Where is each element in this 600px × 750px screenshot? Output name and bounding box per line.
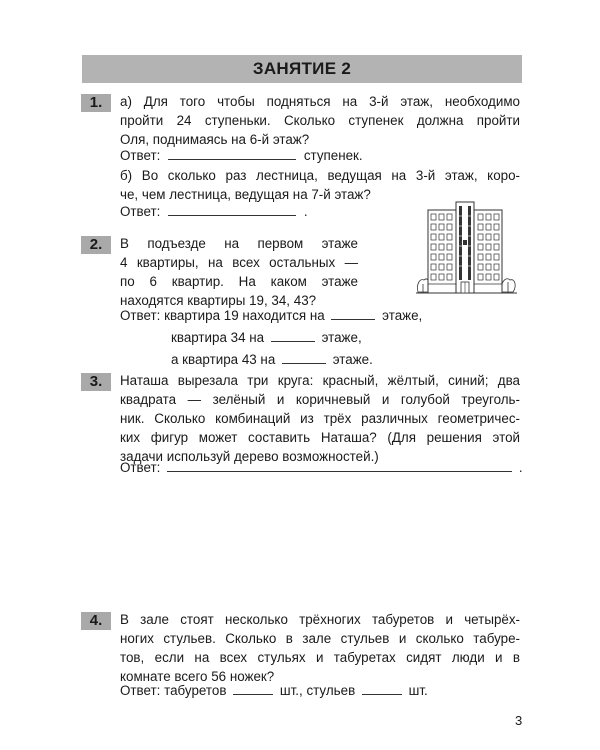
task-3-line: ник. Сколько комбинаций из трёх различных геометричес- [120, 411, 520, 426]
task-2-number: 2. [81, 236, 111, 254]
task-1b-line: б) Во сколько раз лестница, ведущая на 3-й этаж, коро- [120, 168, 520, 183]
answer-label: Ответ: [120, 460, 161, 475]
task-4-line: тов, если на всех стульях и табуретах сидят люди и в [120, 650, 520, 665]
task-2-line: находятся квартиры 19, 34, 43? [120, 293, 317, 308]
answer-text: этаже. [332, 352, 373, 367]
task-2-line: 4 квартиры, на всех остальных — [120, 255, 358, 270]
task-3-answer [120, 458, 523, 477]
task-1a-text [120, 92, 520, 149]
answer-blank[interactable] [282, 351, 326, 364]
answer-label: Ответ: [120, 148, 161, 163]
answer-text: квартира 19 находится на [164, 308, 325, 323]
answer-blank[interactable] [167, 459, 512, 472]
task-2-text [120, 234, 358, 310]
task-1b-line: че, чем лестница, ведущая на 7-й этаж? [120, 187, 371, 202]
task-4-text [120, 610, 520, 686]
task-4-answer [120, 681, 428, 700]
task-3-line: Наташа вырезала три круга: красный, жёлтый, синий; два [120, 373, 520, 388]
task-1a-line: Оля, поднимаясь на 6-й этаж? [120, 132, 310, 147]
task-4-line: комнате всего 56 ножек? [120, 669, 275, 684]
task-2-answer-3 [171, 350, 373, 369]
answer-blank[interactable] [271, 329, 315, 342]
task-4-line: ногих стульев. Сколько в зале стульев и сколько табуре- [120, 631, 520, 646]
answer-blank[interactable] [362, 682, 402, 695]
task-1a-line: пройти 24 ступеньки. Сколько ступенек должна пройти [120, 113, 520, 128]
task-3-line: квадрата — зелёный и коричневый и голубой треуголь- [120, 392, 520, 407]
answer-text: этаже, [321, 330, 362, 345]
task-4-line: В зале стоят несколько трёхногих табуретов и четырёх- [120, 612, 520, 627]
answer-blank[interactable] [233, 682, 273, 695]
task-1a-answer [120, 146, 363, 165]
answer-blank[interactable] [168, 147, 296, 160]
task-2-line: по 6 квартир. На каком этаже [120, 274, 358, 289]
answer-end: . [518, 460, 523, 475]
task-2-answer-1 [120, 306, 422, 325]
task-3-text [120, 371, 520, 466]
answer-text: этаже, [382, 308, 423, 323]
answer-label: Ответ: [120, 308, 161, 323]
task-3-line: ких фигур может составить Наташа? (Для решения этой [120, 430, 520, 445]
task-1-number: 1. [81, 94, 111, 112]
task-3-number: 3. [81, 373, 111, 391]
answer-label: Ответ: табуретов [120, 683, 227, 698]
answer-unit: ступенек. [303, 148, 363, 163]
page-title: ЗАНЯТИЕ 2 [82, 55, 522, 83]
answer-text: квартира 34 на [171, 330, 265, 345]
task-1b-answer [120, 202, 308, 221]
task-3-line: задачи используй дерево возможностей.) [120, 449, 379, 464]
answer-blank[interactable] [168, 203, 296, 216]
task-2-answer-2 [171, 328, 362, 347]
task-4-number: 4. [81, 612, 111, 630]
answer-end: . [303, 204, 308, 219]
answer-label: Ответ: [120, 204, 161, 219]
apartment-building-icon [414, 200, 519, 296]
answer-end: шт. [408, 683, 428, 698]
page-number: 3 [515, 713, 523, 728]
answer-blank[interactable] [331, 307, 375, 320]
task-2-line: В подъезде на первом этаже [120, 236, 358, 251]
answer-text: шт., стульев [279, 683, 356, 698]
task-1b-text [120, 166, 520, 204]
task-1a-line: а) Для того чтобы подняться на 3-й этаж, необходимо [120, 94, 520, 109]
answer-text: а квартира 43 на [171, 352, 276, 367]
